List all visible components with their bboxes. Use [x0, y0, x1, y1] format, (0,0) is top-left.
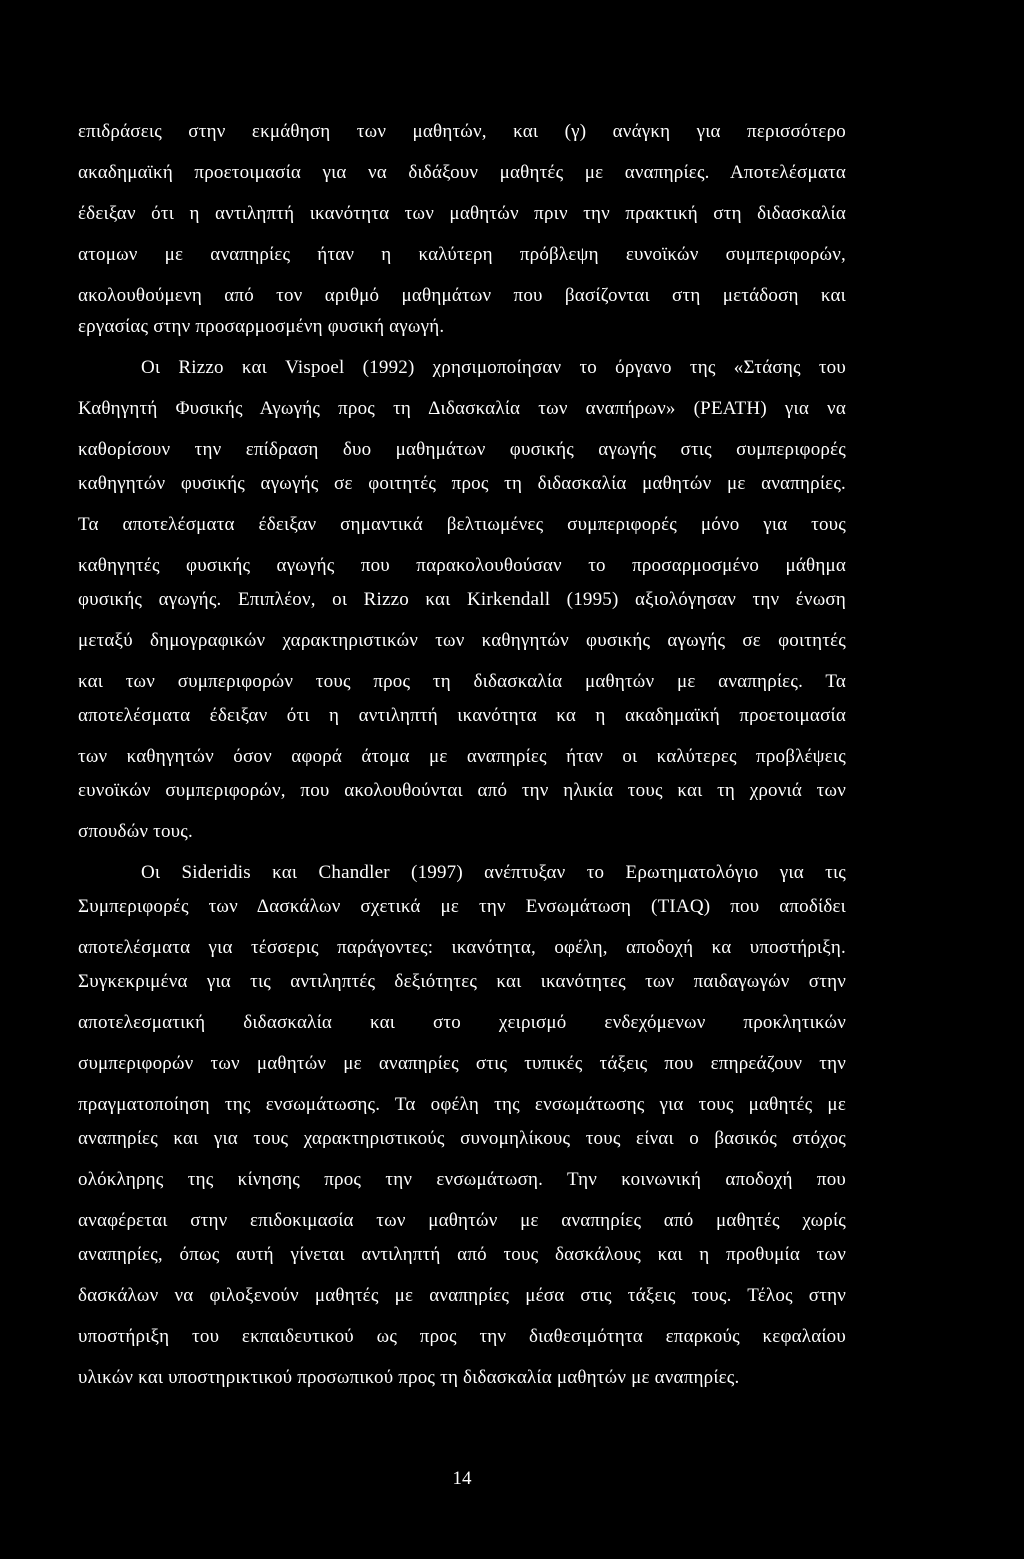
- text-line: αναπηρίες και για τους χαρακτηριστικούς συνομηλίκους τους είναι ο βασικός στόχος: [78, 1128, 846, 1149]
- text-line: αναφέρεται στην επιδοκιμασία των μαθητών με αναπηρίες από μαθητές χωρίς: [78, 1210, 846, 1231]
- text-line: εργασίας στην προσαρμοσμένη φυσική αγωγή.: [78, 316, 445, 337]
- text-line: αποτελέσματα έδειξαν ότι η αντιληπτή ικανότητα κα η ακαδημαϊκή προετοιμασία: [78, 705, 846, 726]
- paragraph-first-line: Οι Rizzo και Vispoel (1992) χρησιμοποίησαν το όργανο της «Στάσης του: [141, 357, 846, 378]
- text-line: πραγματοποίηση της ενσωμάτωσης. Τα οφέλη της ενσωμάτωσης για τους μαθητές με: [78, 1094, 846, 1115]
- text-line: ατομων με αναπηρίες ήταν η καλύτερη πρόβλεψη ευνοϊκών συμπεριφορών,: [78, 244, 846, 265]
- text-line: μεταξύ δημογραφικών χαρακτηριστικών των καθηγητών φυσικής αγωγής σε φοιτητές: [78, 630, 846, 651]
- text-line: καθορίσουν την επίδραση δυο μαθημάτων φυσικής αγωγής στις συμπεριφορές: [78, 439, 846, 460]
- text-line: ακαδημαϊκή προετοιμασία για να διδάξουν μαθητές με αναπηρίες. Αποτελέσματα: [78, 162, 846, 183]
- text-line: αναπηρίες, όπως αυτή γίνεται αντιληπτή από τους δασκάλους και η προθυμία των: [78, 1244, 846, 1265]
- text-line: σπουδών τους.: [78, 821, 193, 842]
- text-line: έδειξαν ότι η αντιληπτή ικανότητα των μαθητών πριν την πρακτική στη διδασκαλία: [78, 203, 846, 224]
- paragraph-first-line: Οι Sideridis και Chandler (1997) ανέπτυξαν το Ερωτηματολόγιο για τις: [141, 862, 846, 883]
- text-line: και των συμπεριφορών τους προς τη διδασκαλία μαθητών με αναπηρίες. Τα: [78, 671, 846, 692]
- text-line: Καθηγητή Φυσικής Αγωγής προς τη Διδασκαλία των αναπήρων» (ΡΕΑΤΗ) για να: [78, 398, 846, 419]
- text-line: ολόκληρης της κίνησης προς την ενσωμάτωση. Την κοινωνική αποδοχή που: [78, 1169, 846, 1190]
- text-line: υλικών και υποστηρικτικού προσωπικού προς τη διδασκαλία μαθητών με αναπηρίες.: [78, 1367, 740, 1388]
- text-line: επιδράσεις στην εκμάθηση των μαθητών, και (γ) ανάγκη για περισσότερο: [78, 121, 846, 142]
- text-line: καθηγητές φυσικής αγωγής που παρακολουθούσαν το προσαρμοσμένο μάθημα: [78, 555, 846, 576]
- text-line: αποτελέσματα για τέσσερις παράγοντες: ικανότητα, οφέλη, αποδοχή κα υποστήριξη.: [78, 937, 846, 958]
- page-number: 14: [452, 1468, 472, 1489]
- text-line: φυσικής αγωγής. Επιπλέον, οι Rizzo και Kirkendall (1995) αξιολόγησαν την ένωση: [78, 589, 846, 610]
- text-line: καθηγητών φυσικής αγωγής σε φοιτητές προς τη διδασκαλία μαθητών με αναπηρίες.: [78, 473, 846, 494]
- text-line: Συμπεριφορές των Δασκάλων σχετικά με την Ενσωμάτωση (TIAQ) που αποδίδει: [78, 896, 846, 917]
- text-line: υποστήριξη του εκπαιδευτικού ως προς την διαθεσιμότητα επαρκούς κεφαλαίου: [78, 1326, 846, 1347]
- text-line: Συγκεκριμένα για τις αντιληπτές δεξιότητες και ικανότητες των παιδαγωγών στην: [78, 971, 846, 992]
- text-line: ευνοϊκών συμπεριφορών, που ακολουθούνται από την ηλικία τους και τη χρονιά των: [78, 780, 846, 801]
- text-line: ακολουθούμενη από τον αριθμό μαθημάτων που βασίζονται στη μετάδοση και: [78, 285, 846, 306]
- text-line: αποτελεσματική διδασκαλία και στο χειρισμό ενδεχόμενων προκλητικών: [78, 1012, 846, 1033]
- text-line: Τα αποτελέσματα έδειξαν σημαντικά βελτιωμένες συμπεριφορές μόνο για τους: [78, 514, 846, 535]
- text-line: των καθηγητών όσον αφορά άτομα με αναπηρίες ήταν οι καλύτερες προβλέψεις: [78, 746, 846, 767]
- text-line: συμπεριφορών των μαθητών με αναπηρίες στις τυπικές τάξεις που επηρεάζουν την: [78, 1053, 846, 1074]
- text-line: δασκάλων να φιλοξενούν μαθητές με αναπηρίες μέσα στις τάξεις τους. Τέλος στην: [78, 1285, 846, 1306]
